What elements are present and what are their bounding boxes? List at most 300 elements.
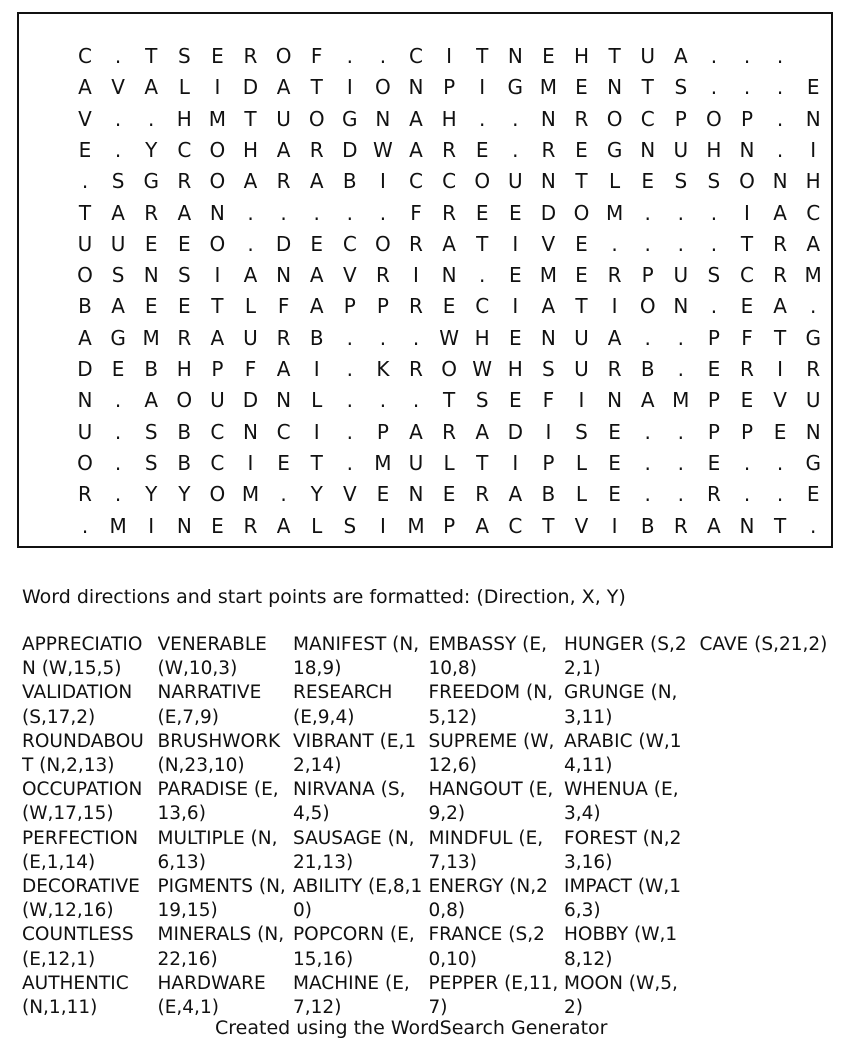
grid-cell: R <box>607 357 622 381</box>
grid-cell: Y <box>310 482 323 507</box>
word-entry: RESEARCH (E,9,4) <box>293 682 393 728</box>
grid-cell: H <box>805 169 821 194</box>
grid-cell: . <box>776 75 784 100</box>
grid-cell: T <box>310 450 323 475</box>
grid-cell: B <box>640 513 655 538</box>
grid-cell: R <box>78 482 92 507</box>
grid-cell: N <box>441 263 457 288</box>
grid-cell: N <box>243 419 258 444</box>
grid-cell: . <box>810 294 817 319</box>
word-list <box>22 633 842 1023</box>
grid-cell: . <box>677 231 684 256</box>
grid-cell: . <box>114 44 122 68</box>
grid-cell: I <box>611 294 618 319</box>
grid-cell: I <box>545 419 552 444</box>
grid-cell: T <box>476 450 489 475</box>
grid-row <box>78 44 843 75</box>
grid-row <box>78 325 843 357</box>
grid-cell: N <box>607 75 623 100</box>
grid-cell: E <box>376 482 390 507</box>
grid-cell: D <box>275 231 292 256</box>
grid-cell: U <box>673 263 689 288</box>
grid-cell: . <box>247 200 254 225</box>
grid-cell: I <box>346 75 353 100</box>
grid-row <box>77 263 843 294</box>
grid-cell: R <box>309 137 324 162</box>
grid-cell: U <box>507 169 523 194</box>
grid-cell: . <box>379 388 387 413</box>
grid-row <box>83 514 843 545</box>
grid-cell: I <box>777 357 784 381</box>
grid-cell: E <box>542 44 555 68</box>
grid-cell: A <box>243 263 258 288</box>
grid-cell: B <box>177 419 192 444</box>
grid-cell: E <box>707 357 721 381</box>
grid-cell: . <box>346 325 353 350</box>
grid-cell: I <box>247 450 254 475</box>
grid-cell: C <box>342 231 357 256</box>
grid-cell: A <box>309 294 324 319</box>
grid-cell: T <box>773 513 787 538</box>
grid-cell: C <box>409 44 423 68</box>
grid-cell: M <box>672 388 690 413</box>
grid-cell: M <box>539 75 558 100</box>
grid-cell: E <box>707 450 721 475</box>
grid-cell: I <box>413 263 419 288</box>
word-entry: BRUSHWORK (N,23,10) <box>157 730 281 776</box>
word-entry: ARABIC (W,14,11) <box>564 730 682 776</box>
grid-cell: D <box>540 200 557 225</box>
grid-cell: P <box>641 263 654 288</box>
grid-cell: I <box>148 513 155 538</box>
grid-cell: E <box>608 482 621 507</box>
grid-cell: A <box>773 294 787 319</box>
grid-cell: S <box>674 75 688 100</box>
grid-cell: . <box>81 169 89 194</box>
grid-cell: R <box>806 357 821 381</box>
grid-cell: S <box>144 450 158 475</box>
grid-cell: E <box>575 137 588 162</box>
grid-cell: . <box>710 200 718 225</box>
grid-cell: S <box>542 357 555 381</box>
grid-cell: A <box>276 513 291 538</box>
grid-cell: R <box>475 482 490 507</box>
grid-cell: . <box>313 200 320 225</box>
grid-cell: . <box>512 106 519 131</box>
grid-cell: . <box>644 419 651 444</box>
word-entry: NIRVANA (S,4,5) <box>293 779 406 825</box>
grid-cell: E <box>773 419 787 444</box>
grid-cell: N <box>77 388 93 413</box>
grid-cell: R <box>243 44 258 68</box>
grid-cell: . <box>743 75 751 100</box>
grid-cell: M <box>539 263 558 288</box>
grid-cell: B <box>541 482 556 507</box>
word-entry: FREEDOM (N,5,12) <box>428 682 553 728</box>
grid-cell: E <box>740 294 754 319</box>
grid-cell: A <box>78 75 92 100</box>
grid-cell: E <box>806 482 820 507</box>
word-column <box>429 633 559 1020</box>
grid-cell: S <box>575 419 588 444</box>
grid-cell: P <box>707 325 720 350</box>
grid-cell: N <box>507 44 523 68</box>
grid-cell: P <box>740 419 754 444</box>
grid-cell: T <box>575 294 588 319</box>
grid-cell: . <box>776 482 784 507</box>
grid-row <box>78 137 843 169</box>
grid-cell: B <box>78 294 92 319</box>
grid-cell: B <box>177 450 192 475</box>
grid-cell: S <box>343 513 357 538</box>
grid-cell: N <box>209 200 225 225</box>
grid-cell: C <box>210 450 225 475</box>
grid-cell: A <box>111 294 125 319</box>
grid-cell: E <box>575 263 588 288</box>
word-entry: MACHINE (E,7,12) <box>293 972 410 1018</box>
grid-cell: A <box>309 263 324 288</box>
word-entry: SAUSAGE (N,21,13) <box>293 827 415 873</box>
grid-cell: E <box>575 231 588 256</box>
grid-cell: N <box>143 263 159 288</box>
grid-cell: R <box>442 419 457 444</box>
grid-cell: R <box>177 169 192 194</box>
grid-cell: O <box>176 388 193 413</box>
grid-cell: E <box>740 388 754 413</box>
grid-cell: V <box>773 388 787 413</box>
grid-cell: U <box>408 450 424 475</box>
grid-cell: P <box>707 388 720 413</box>
grid-cell: D <box>242 75 259 100</box>
grid-cell: R <box>773 231 788 256</box>
grid-cell: I <box>446 44 453 68</box>
grid-cell: . <box>379 44 387 68</box>
grid-cell: R <box>541 137 556 162</box>
grid-cell: O <box>209 169 226 194</box>
grid-cell: A <box>210 325 225 350</box>
grid-cell: C <box>442 169 457 194</box>
grid-cell: Y <box>178 482 191 507</box>
grid-cell: . <box>512 137 519 162</box>
word-column <box>158 633 288 1020</box>
word-entry: MINDFUL (E,7,13) <box>428 827 544 873</box>
grid-cell: V <box>541 231 556 256</box>
word-entry: MANIFEST (N,18,9) <box>293 634 420 680</box>
grid-cell: V <box>111 75 125 100</box>
grid-cell: W <box>472 357 493 381</box>
grid-cell: T <box>773 325 787 350</box>
grid-cell: N <box>805 419 821 444</box>
grid-cell: E <box>442 482 456 507</box>
grid-cell: N <box>805 106 821 131</box>
grid-cell: P <box>740 106 754 131</box>
grid-cell: E <box>508 263 522 288</box>
grid-cell: O <box>77 450 93 475</box>
grid-cell: S <box>177 44 191 68</box>
grid-cell: P <box>343 294 356 319</box>
grid-cell: N <box>540 106 556 131</box>
grid-cell: . <box>280 482 287 507</box>
grid-cell: E <box>111 357 125 381</box>
grid-cell: T <box>542 513 555 538</box>
grid-cell: N <box>276 388 292 413</box>
grid-cell: G <box>606 137 623 162</box>
grid-cell: V <box>574 513 589 538</box>
grid-cell: O <box>209 482 226 507</box>
footer-credit: Created using the WordSearch Generator <box>215 1017 608 1039</box>
grid-cell: U <box>210 388 225 413</box>
grid-cell: . <box>776 106 784 131</box>
grid-cell: T <box>740 231 754 256</box>
grid-cell: . <box>346 357 353 381</box>
grid-cell: . <box>346 450 353 475</box>
grid-cell: T <box>211 294 224 319</box>
word-column <box>293 633 423 1020</box>
grid-cell: A <box>475 513 490 538</box>
grid-cell: M <box>605 200 624 225</box>
grid-cell: I <box>479 75 486 100</box>
grid-cell: A <box>773 200 787 225</box>
grid-cell: A <box>276 357 291 381</box>
grid-cell: D <box>242 388 259 413</box>
grid-cell: G <box>805 325 821 350</box>
word-entry: NARRATIVE (E,7,9) <box>157 682 262 728</box>
grid-cell: T <box>78 200 92 225</box>
grid-cell: W <box>373 137 393 162</box>
grid-cell: B <box>342 169 357 194</box>
grid-cell: R <box>409 294 423 319</box>
grid-cell: . <box>114 419 122 444</box>
grid-cell: A <box>806 231 821 256</box>
grid-cell: R <box>740 357 754 381</box>
grid-cell: . <box>346 388 353 413</box>
word-entry: PERFECTION (E,1,14) <box>22 827 139 873</box>
grid-cell: T <box>575 169 588 194</box>
grid-cell: F <box>542 388 555 413</box>
grid-cell: A <box>508 482 523 507</box>
grid-cell: E <box>211 513 224 538</box>
grid-cell: F <box>244 357 257 381</box>
grid-cell: O <box>209 137 226 162</box>
grid-cell: L <box>575 450 588 475</box>
grid-cell: H <box>706 137 722 162</box>
grid-cell: S <box>177 263 191 288</box>
grid-cell: E <box>475 137 489 162</box>
grid-cell: . <box>247 231 254 256</box>
grid-cell: S <box>674 169 688 194</box>
grid-cell: N <box>540 325 556 350</box>
grid-cell: M <box>804 263 822 288</box>
grid-cell: G <box>342 106 358 131</box>
grid-cell: R <box>243 513 258 538</box>
grid-cell: E <box>475 200 489 225</box>
grid-cell: E <box>608 450 621 475</box>
grid-cell: P <box>674 106 687 131</box>
grid-cell: B <box>144 357 159 381</box>
grid-cell: . <box>644 450 651 475</box>
grid-cell: H <box>573 44 590 68</box>
grid-cell: N <box>739 137 755 162</box>
grid-cell: E <box>608 419 621 444</box>
grid-cell: U <box>673 137 689 162</box>
grid-cell: . <box>644 482 651 507</box>
grid-cell: U <box>574 325 589 350</box>
word-entry: VIBRANT (E,12,14) <box>293 730 417 776</box>
word-entry: VALIDATION (S,17,2) <box>22 682 133 728</box>
grid-cell: E <box>641 169 654 194</box>
grid-cell: I <box>313 419 320 444</box>
grid-cell: S <box>707 263 721 288</box>
grid-cell: U <box>640 44 655 68</box>
word-entry: GRUNGE (N,3,11) <box>564 682 678 728</box>
grid-cell: E <box>277 450 290 475</box>
grid-cell: . <box>346 44 353 68</box>
grid-cell: K <box>376 357 390 381</box>
grid-cell: R <box>673 513 688 538</box>
grid-cell: U <box>77 231 93 256</box>
grid-cell: I <box>313 357 320 381</box>
word-entry: EMBASSY (E,10,8) <box>428 634 547 680</box>
grid-cell: T <box>244 106 257 131</box>
grid-cell: C <box>640 106 655 131</box>
grid-cell: . <box>644 325 651 350</box>
grid-cell: . <box>114 450 122 475</box>
grid-cell: I <box>611 513 618 538</box>
grid-cell: E <box>508 388 522 413</box>
grid-cell: A <box>276 137 291 162</box>
grid-cell: . <box>710 294 718 319</box>
grid-cell: O <box>639 294 656 319</box>
grid-cell: . <box>114 137 122 162</box>
grid-cell: F <box>741 325 753 350</box>
grid-cell: H <box>441 106 457 131</box>
grid-cell: I <box>214 263 221 288</box>
grid-cell: H <box>474 325 490 350</box>
grid-cell: . <box>710 231 718 256</box>
grid-cell: T <box>608 44 621 68</box>
grid-cell: N <box>607 388 623 413</box>
word-entry: ABILITY (E,8,10) <box>293 875 423 922</box>
grid-cell: V <box>78 106 92 131</box>
grid-cell: . <box>743 450 751 475</box>
grid-cell: . <box>280 200 287 225</box>
word-entry: MINERALS (N,22,16) <box>157 924 285 970</box>
grid-cell: U <box>574 357 589 381</box>
grid-cell: M <box>142 325 160 350</box>
grid-cell: D <box>507 419 523 444</box>
word-column <box>22 633 152 1020</box>
word-entry: ENERGY (N,20,8) <box>428 875 548 922</box>
grid-cell: U <box>276 106 291 131</box>
grid-cell: N <box>408 482 424 507</box>
grid-cell: . <box>677 325 684 350</box>
grid-cell: E <box>310 231 323 256</box>
grid-cell: D <box>342 137 358 162</box>
grid-cell: P <box>443 75 456 100</box>
grid-cell: . <box>114 482 122 507</box>
grid-cell: . <box>677 450 684 475</box>
grid-cell: E <box>806 75 820 100</box>
grid-cell: O <box>573 200 590 225</box>
grid-cell: M <box>109 513 127 538</box>
grid-cell: . <box>677 419 684 444</box>
grid-cell: N <box>640 137 656 162</box>
grid-cell: N <box>276 263 292 288</box>
word-entry: ROUNDABOUT (N,2,13) <box>22 730 144 776</box>
grid-cell: N <box>540 169 556 194</box>
word-entry: AUTHENTIC (N,1,11) <box>22 972 129 1018</box>
grid-cell: O <box>308 106 325 131</box>
grid-cell: H <box>176 106 192 131</box>
grid-cell: C <box>177 137 192 162</box>
grid-cell: T <box>476 44 489 68</box>
grid-cell: C <box>276 419 291 444</box>
grid-cell: H <box>507 357 523 381</box>
grid-cell: U <box>110 231 126 256</box>
grid-cell: A <box>111 200 125 225</box>
word-entry: MOON (W,5,2) <box>564 972 678 1018</box>
grid-cell: F <box>277 294 290 319</box>
grid-cell: B <box>309 325 324 350</box>
word-entry: VENERABLE (W,10,3) <box>157 634 267 680</box>
grid-cell: . <box>346 419 353 444</box>
grid-cell: M <box>407 513 425 538</box>
grid-cell: R <box>276 325 291 350</box>
grid-cell: C <box>409 169 423 194</box>
grid-cell: U <box>805 388 821 413</box>
grid-cell: E <box>575 75 588 100</box>
grid-cell: L <box>244 294 257 319</box>
grid-cell: U <box>77 419 93 444</box>
word-entry: POPCORN (E,15,16) <box>293 924 415 970</box>
grid-cell: P <box>707 419 720 444</box>
grid-cell: P <box>211 357 224 381</box>
grid-row <box>78 294 843 325</box>
grid-cell: L <box>443 450 455 475</box>
word-column <box>564 633 694 1020</box>
grid-cell: V <box>342 263 357 288</box>
grid-cell: . <box>743 482 751 507</box>
grid-row <box>77 357 843 388</box>
grid-cell: E <box>144 294 158 319</box>
grid-cell: R <box>574 106 589 131</box>
grid-cell: S <box>144 419 158 444</box>
grid-cell: T <box>442 388 456 413</box>
word-entry: PEPPER (E,11,7) <box>428 972 559 1018</box>
grid-cell: C <box>740 263 754 288</box>
word-entry: CAVE (S,21,2) <box>699 634 828 655</box>
grid-cell: L <box>311 388 323 413</box>
grid-cell: . <box>776 44 784 68</box>
grid-cell: L <box>575 482 588 507</box>
grid-cell: . <box>776 450 784 475</box>
grid-cell: W <box>439 325 459 350</box>
grid-cell: . <box>479 263 486 288</box>
grid-cell: Y <box>145 137 158 162</box>
grid-cell: G <box>507 75 524 100</box>
grid-cell: T <box>310 75 323 100</box>
grid-cell: T <box>145 44 158 68</box>
grid-row <box>77 419 843 451</box>
grid-cell: S <box>111 263 125 288</box>
grid-cell: E <box>508 325 522 350</box>
grid-cell: V <box>342 482 357 507</box>
grid-cell: T <box>476 231 489 256</box>
grid-cell: . <box>114 388 122 413</box>
word-column <box>700 633 830 681</box>
instructions-text: Word directions and start points are formatted: (Direction, X, Y) <box>22 586 626 608</box>
grid-cell: . <box>114 106 122 131</box>
